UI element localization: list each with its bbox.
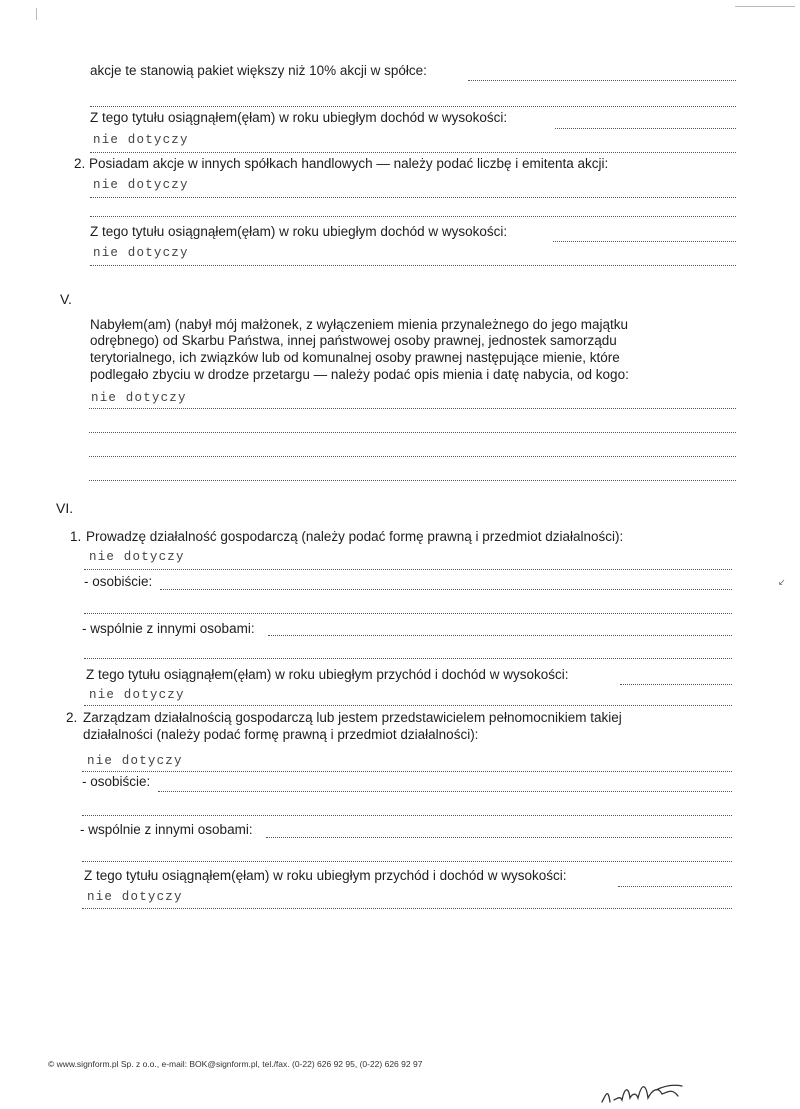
- section-vi-heading: VI.: [56, 500, 74, 516]
- answer-not-applicable: nie dotyczy: [93, 178, 189, 192]
- vi-item2-label: Zarządzam działalnością gospodarczą lub jestem przedstawicielem pełnomocnikiem takiej: [83, 710, 622, 725]
- fill-line: [160, 589, 732, 590]
- fill-line: [620, 684, 732, 685]
- signature-icon: [598, 1076, 698, 1106]
- vi-item2-label: działalności (należy podać formę prawną i przedmiot działalności):: [83, 727, 479, 742]
- fill-line: [82, 908, 732, 909]
- personally-label: - osobiście:: [84, 574, 153, 589]
- vi-income-line-1: Z tego tytułu osiągnąłem(ęłam) w roku ubiegłym przychód i dochód w wysokości:: [86, 667, 569, 682]
- answer-not-applicable: nie dotyczy: [89, 550, 185, 564]
- fill-line: [618, 886, 732, 887]
- fill-line: [89, 432, 736, 433]
- fill-line: [158, 791, 732, 792]
- margin-mark: ↙: [778, 577, 786, 587]
- section-v-text: odrębnego) od Skarbu Państwa, innej państwowej osoby prawnej, jednostek samorządu: [90, 333, 617, 348]
- fill-line: [82, 815, 732, 816]
- income-prev-year-2: Z tego tytułu osiągnąłem(ęłam) w roku ubiegłym dochód w wysokości:: [90, 224, 508, 239]
- fill-line: [89, 456, 736, 457]
- jointly-label: - wspólnie z innymi osobami:: [82, 621, 255, 636]
- answer-not-applicable: nie dotyczy: [87, 754, 183, 768]
- section-v-heading: V.: [60, 291, 72, 307]
- personally-label: - osobiście:: [82, 774, 151, 789]
- answer-not-applicable: nie dotyczy: [91, 391, 187, 405]
- vi-income-line-2: Z tego tytułu osiągnąłem(ęłam) w roku ubiegłym przychód i dochód w wysokości:: [84, 868, 567, 883]
- section-v-text: podlegało zbyciu w drodze przetargu — należy podać opis mienia i datę nabycia, od kogo:: [90, 367, 629, 382]
- fill-line: [90, 152, 736, 153]
- item-number: 2.: [66, 710, 78, 725]
- fill-line: [90, 265, 736, 266]
- fill-line: [89, 480, 736, 481]
- fill-line: [84, 613, 732, 614]
- answer-not-applicable: nie dotyczy: [93, 133, 189, 147]
- fill-line: [82, 861, 732, 862]
- fill-line: [84, 569, 732, 570]
- item-number: 1.: [70, 529, 82, 544]
- vi-item1-label: Prowadzę działalność gospodarczą (należy podać formę prawną i przedmiot działalności):: [86, 529, 624, 544]
- fill-line: [555, 128, 736, 129]
- item-number: 2.: [74, 156, 86, 171]
- fill-line: [82, 771, 732, 772]
- answer-not-applicable: nie dotyczy: [93, 246, 189, 260]
- fill-line: [84, 705, 732, 706]
- answer-not-applicable: nie dotyczy: [89, 688, 185, 702]
- fill-line: [468, 80, 736, 81]
- fill-line: [268, 635, 732, 636]
- scan-edge-mark: [735, 6, 795, 7]
- fill-line: [553, 241, 736, 242]
- fill-line: [84, 658, 732, 659]
- jointly-label: - wspólnie z innymi osobami:: [80, 822, 253, 837]
- income-prev-year-1: Z tego tytułu osiągnąłem(ęłam) w roku ubiegłym dochód w wysokości:: [90, 110, 508, 125]
- fill-line: [89, 408, 736, 409]
- fill-line: [90, 197, 736, 198]
- answer-not-applicable: nie dotyczy: [87, 890, 183, 904]
- item2-label: Posiadam akcje w innych spółkach handlowych — należy podać liczbę i emitenta akcji:: [89, 156, 609, 171]
- section-v-text: terytorialnego, ich związków lub od komunalnej osoby prawnej następujące mienie, które: [90, 350, 620, 365]
- footer-copyright: © www.signform.pl Sp. z o.o., e-mail: BOK@signform.pl, tel./fax. (0-22) 626 92 95, (0-22) 626 92 97: [48, 1059, 423, 1069]
- section-v-text: Nabyłem(am) (nabył mój małżonek, z wyłączeniem mienia przynależnego do jego majątku: [90, 317, 628, 332]
- fill-line: [266, 837, 732, 838]
- scan-edge-mark: [36, 8, 37, 20]
- fill-line: [90, 216, 736, 217]
- shares-line: akcje te stanowią pakiet większy niż 10% akcji w spółce:: [90, 63, 427, 78]
- fill-line: [90, 106, 736, 107]
